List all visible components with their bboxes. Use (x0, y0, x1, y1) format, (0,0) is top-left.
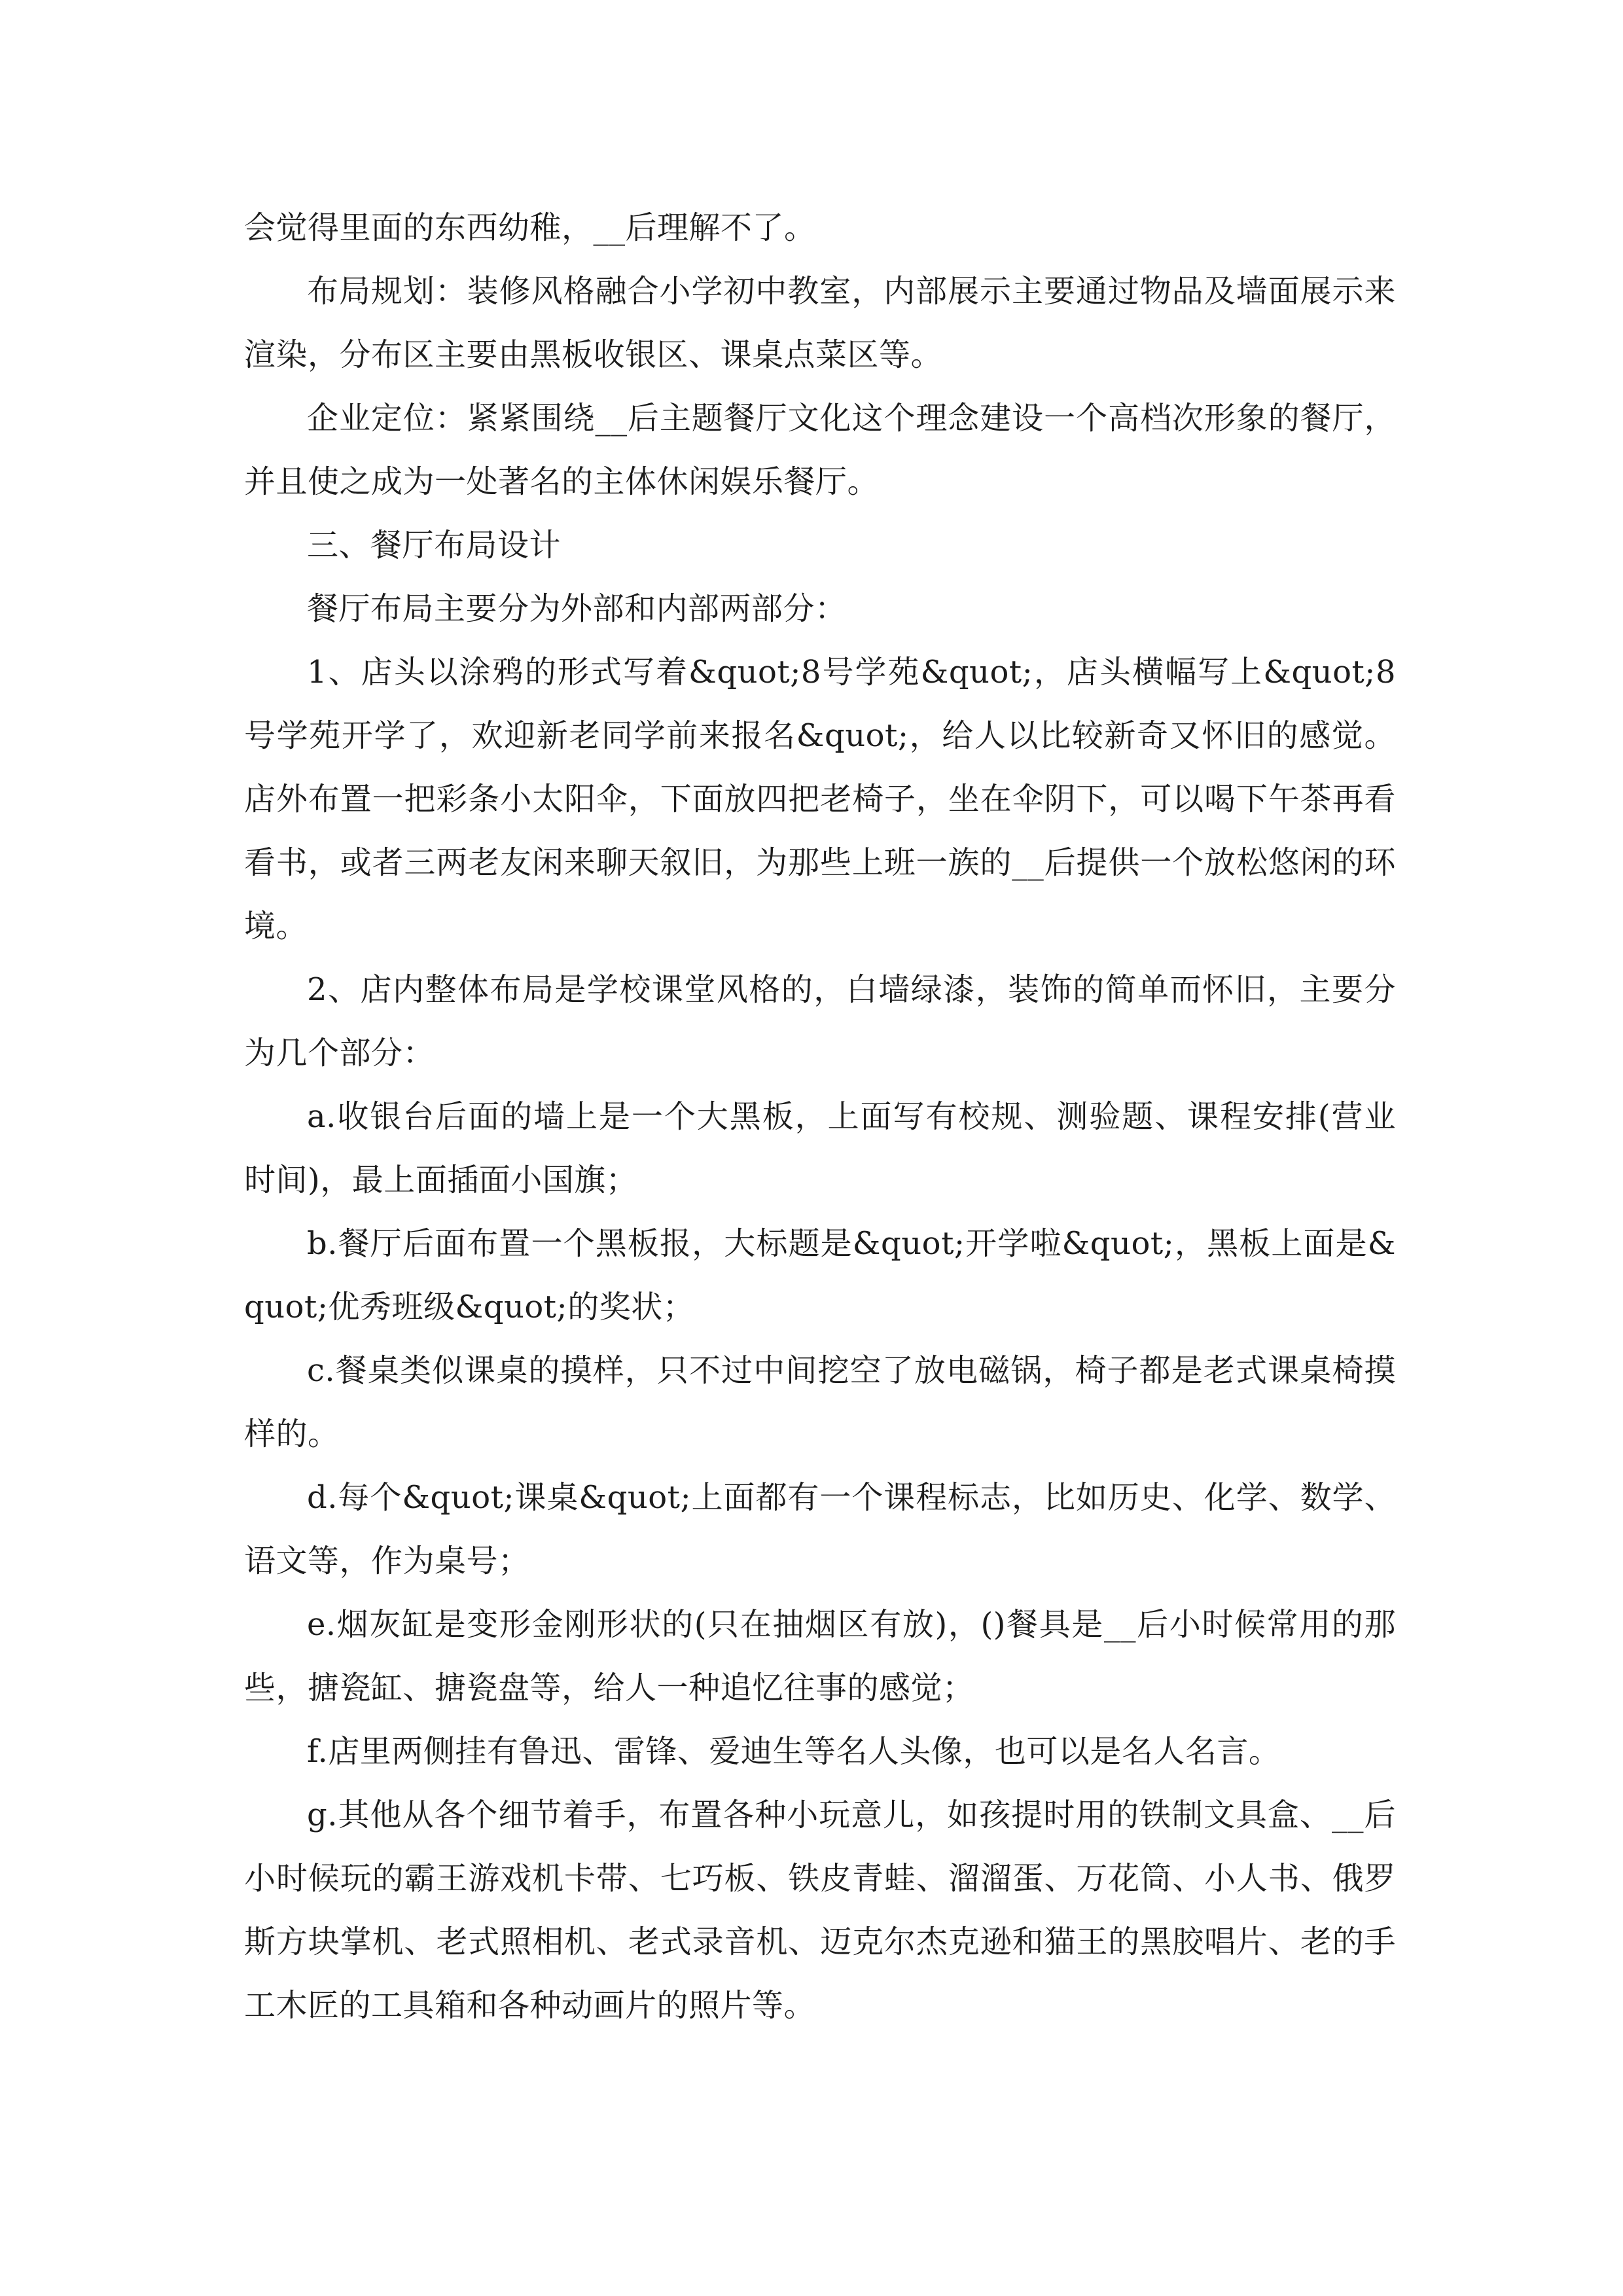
paragraph-item-1: 1、店头以涂鸦的形式写着&quot;8号学苑&quot;，店头横幅写上&quot;8号学苑开学了，欢迎新老同学前来报名&quot;，给人以比较新奇又怀旧的感觉。店外布置一把彩条小太阳伞，下面放四把老椅子，坐在伞阴下，可以喝下午茶再看看书，或者三两老友闲来聊天叙旧，为那些上班一族的__后提供一个放松悠闲的环境。 (244, 654, 1396, 944)
paragraph-positioning: 企业定位：紧紧围绕__后主题餐厅文化这个理念建设一个高档次形象的餐厅，并且使之成为一处著名的主体休闲娱乐餐厅。 (244, 400, 1396, 500)
paragraph-item-f: f.店里两侧挂有鲁迅、雷锋、爱迪生等名人头像，也可以是名人名言。 (307, 1733, 1281, 1770)
paragraph-item-d: d.每个&quot;课桌&quot;上面都有一个课程标志，比如历史、化学、数学、语文等，作为桌号； (244, 1479, 1396, 1579)
document-body (244, 196, 1396, 2037)
paragraph-item-e: e.烟灰缸是变形金刚形状的(只在抽烟区有放)，()餐具是__后小时候常用的那些，搪瓷缸、搪瓷盘等，给人一种追忆往事的感觉； (244, 1606, 1396, 1706)
paragraph-item-g: g.其他从各个细节着手，布置各种小玩意儿，如孩提时用的铁制文具盒、__后小时候玩的霸王游戏机卡带、七巧板、铁皮青蛙、溜溜蛋、万花筒、小人书、俄罗斯方块掌机、老式照相机、老式录音机、迈克尔杰克逊和猫王的黑胶唱片、老的手工木匠的工具箱和各种动画片的照片等。 (244, 1797, 1396, 2024)
paragraph-item-2: 2、店内整体布局是学校课堂风格的，白墙绿漆，装饰的简单而怀旧，主要分为几个部分： (244, 971, 1396, 1071)
paragraph-item-c: c.餐桌类似课桌的摸样，只不过中间挖空了放电磁锅，椅子都是老式课桌椅摸样的。 (244, 1352, 1396, 1452)
paragraph-continued: 会觉得里面的东西幼稚，__后理解不了。 (244, 209, 816, 246)
paragraph-item-a: a.收银台后面的墙上是一个大黑板，上面写有校规、测验题、课程安排(营业时间)，最上面插面小国旗； (244, 1098, 1396, 1198)
paragraph-layout-plan: 布局规划：装修风格融合小学初中教室，内部展示主要通过物品及墙面展示来渲染，分布区主要由黑板收银区、课桌点菜区等。 (244, 273, 1396, 373)
paragraph-item-b: b.餐厅后面布置一个黑板报，大标题是&quot;开学啦&quot;，黑板上面是&quot;优秀班级&quot;的奖状； (244, 1225, 1396, 1325)
section-heading: 三、餐厅布局设计 (307, 527, 562, 564)
paragraph-intro: 餐厅布局主要分为外部和内部两部分： (307, 590, 847, 627)
